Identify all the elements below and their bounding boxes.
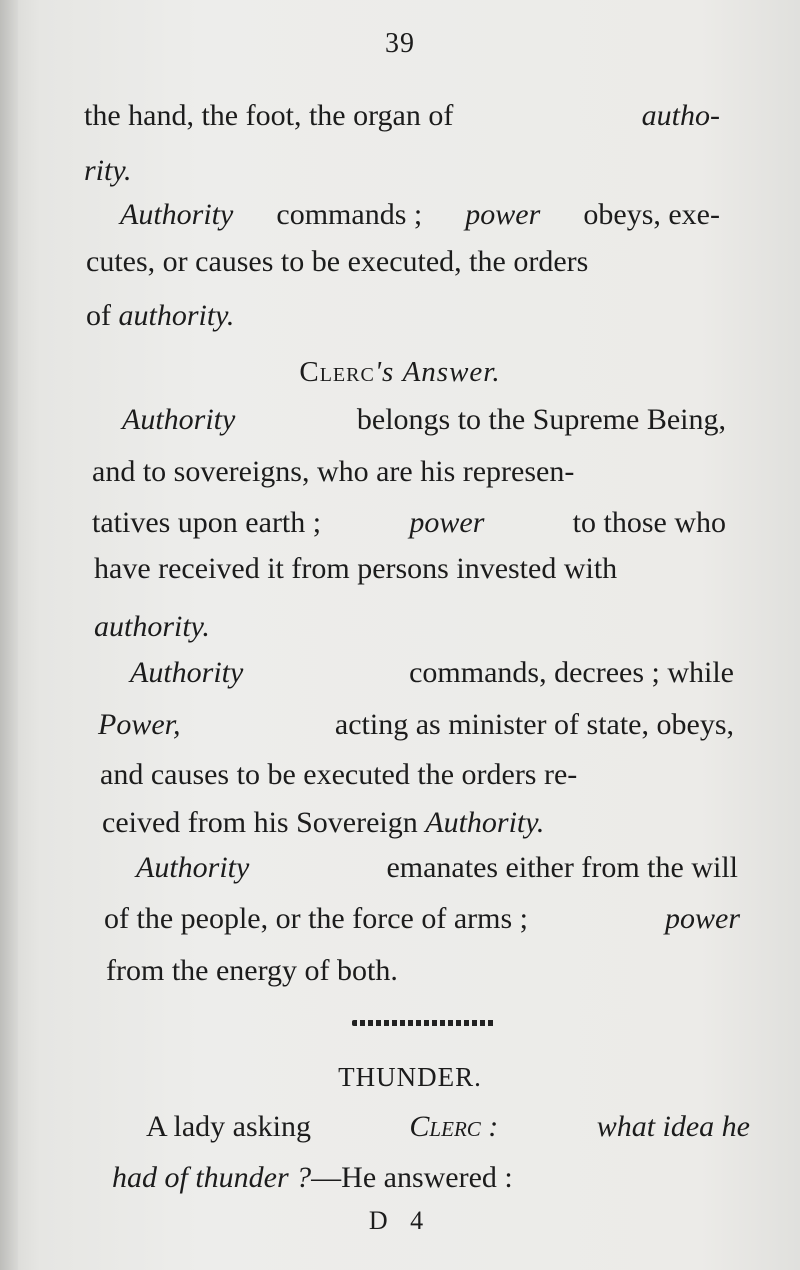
text-line: have received it from persons invested with	[94, 552, 618, 585]
text-line: and causes to be executed the orders re-	[100, 758, 578, 791]
text-line: Authority belongs to the Supreme Being,	[122, 403, 726, 436]
text-line: Power, acting as minister of state, obeys,	[98, 708, 734, 741]
decorative-rule	[352, 1020, 496, 1026]
text-line: from the energy of both.	[106, 954, 398, 987]
page-number: 39	[385, 28, 415, 59]
signature-mark: D 4	[368, 1206, 432, 1235]
text-line: of authority.	[86, 299, 235, 332]
text-line: Authority emanates either from the will	[136, 851, 738, 884]
text-line: cutes, or causes to be executed, the orders	[86, 245, 589, 278]
text-line: had of thunder ?—He answered :	[112, 1161, 513, 1194]
text-line: of the people, or the force of arms ; power	[104, 902, 740, 935]
text-line: and to sovereigns, who are his represen-	[92, 455, 575, 488]
section-heading-thunder: THUNDER.	[338, 1062, 482, 1092]
text-line: tatives upon earth ; power to those who	[92, 506, 726, 539]
text-line: authority.	[94, 610, 210, 643]
text-line: Authority commands ; power obeys, exe-	[120, 198, 720, 231]
section-heading-answer: Clerc's Answer.	[299, 356, 501, 388]
text-line: Authority commands, decrees ; while	[130, 656, 734, 689]
text-line: A lady asking Clerc : what idea he	[146, 1110, 750, 1143]
text-line: rity.	[84, 154, 132, 187]
text-line: the hand, the foot, the organ of autho-	[84, 99, 720, 132]
text-line: ceived from his Sovereign Authority.	[102, 806, 545, 839]
